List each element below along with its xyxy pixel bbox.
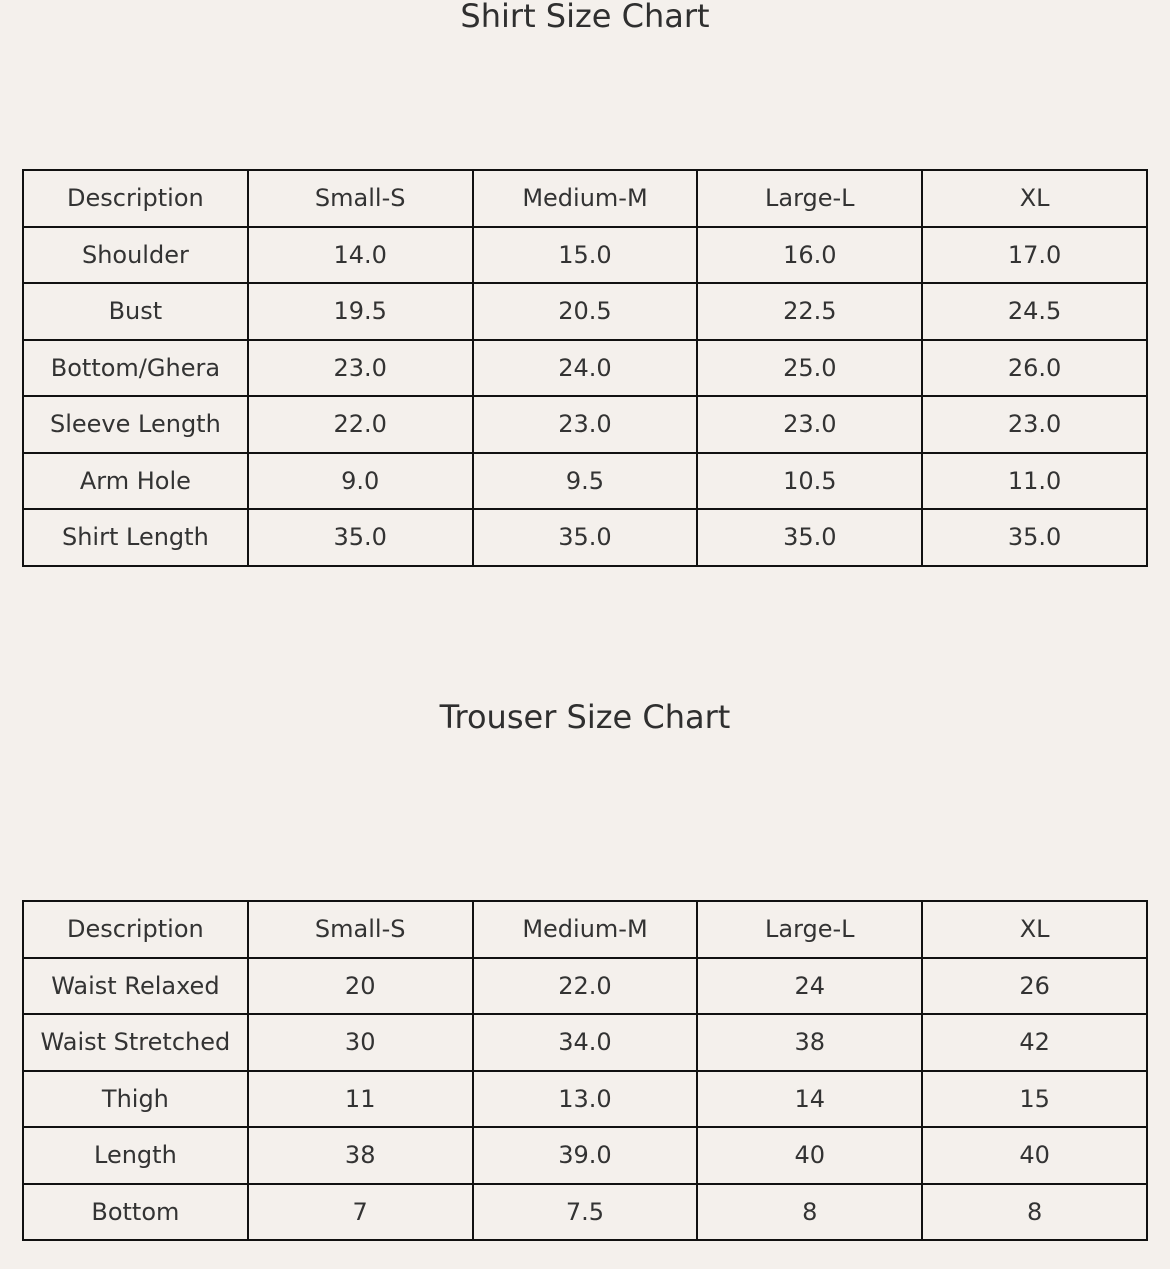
table-cell: 20.5 — [473, 283, 698, 340]
row-label: Thigh — [23, 1071, 248, 1128]
row-label: Shoulder — [23, 227, 248, 284]
shirt-size-table — [22, 169, 1148, 567]
table-cell: 22.0 — [473, 958, 698, 1015]
table-row — [23, 453, 1147, 510]
column-header: Small-S — [248, 170, 473, 227]
column-header: Small-S — [248, 901, 473, 958]
column-header: Medium-M — [473, 901, 698, 958]
table-cell: 30 — [248, 1014, 473, 1071]
column-header: Medium-M — [473, 170, 698, 227]
shirt-chart-title: Shirt Size Chart — [460, 0, 710, 35]
table-cell: 17.0 — [922, 227, 1147, 284]
table-cell: 24.0 — [473, 340, 698, 397]
table-cell: 9.5 — [473, 453, 698, 510]
table-cell: 15.0 — [473, 227, 698, 284]
table-cell: 7.5 — [473, 1184, 698, 1241]
table-cell: 38 — [697, 1014, 922, 1071]
trouser-chart-title: Trouser Size Chart — [439, 698, 731, 736]
table-cell: 15 — [922, 1071, 1147, 1128]
table-row — [23, 958, 1147, 1015]
table-cell: 39.0 — [473, 1127, 698, 1184]
trouser-size-table — [22, 900, 1148, 1241]
row-label: Arm Hole — [23, 453, 248, 510]
table-cell: 8 — [922, 1184, 1147, 1241]
table-cell: 22.5 — [697, 283, 922, 340]
table-cell: 42 — [922, 1014, 1147, 1071]
table-header-row — [23, 170, 1147, 227]
column-header: XL — [922, 901, 1147, 958]
table-cell: 22.0 — [248, 396, 473, 453]
row-label: Sleeve Length — [23, 396, 248, 453]
table-cell: 35.0 — [248, 509, 473, 566]
table-row — [23, 227, 1147, 284]
table-row — [23, 396, 1147, 453]
table-cell: 16.0 — [697, 227, 922, 284]
table-cell: 11 — [248, 1071, 473, 1128]
row-label: Length — [23, 1127, 248, 1184]
table-cell: 34.0 — [473, 1014, 698, 1071]
table-cell: 23.0 — [473, 396, 698, 453]
table-cell: 25.0 — [697, 340, 922, 397]
table-cell: 14.0 — [248, 227, 473, 284]
table-row — [23, 1184, 1147, 1241]
row-label: Waist Relaxed — [23, 958, 248, 1015]
table-cell: 19.5 — [248, 283, 473, 340]
column-header: Description — [23, 901, 248, 958]
table-cell: 24.5 — [922, 283, 1147, 340]
table-cell: 38 — [248, 1127, 473, 1184]
row-label: Bust — [23, 283, 248, 340]
table-row — [23, 283, 1147, 340]
table-row — [23, 1127, 1147, 1184]
table-cell: 26.0 — [922, 340, 1147, 397]
table-cell: 26 — [922, 958, 1147, 1015]
table-cell: 14 — [697, 1071, 922, 1128]
table-cell: 23.0 — [922, 396, 1147, 453]
table-cell: 23.0 — [248, 340, 473, 397]
table-cell: 35.0 — [697, 509, 922, 566]
table-cell: 35.0 — [922, 509, 1147, 566]
row-label: Waist Stretched — [23, 1014, 248, 1071]
table-row — [23, 340, 1147, 397]
table-row — [23, 1071, 1147, 1128]
column-header: Description — [23, 170, 248, 227]
column-header: Large-L — [697, 170, 922, 227]
table-cell: 10.5 — [697, 453, 922, 510]
table-header-row — [23, 901, 1147, 958]
table-row — [23, 1014, 1147, 1071]
table-cell: 9.0 — [248, 453, 473, 510]
table-cell: 8 — [697, 1184, 922, 1241]
table-cell: 23.0 — [697, 396, 922, 453]
table-cell: 40 — [697, 1127, 922, 1184]
table-cell: 11.0 — [922, 453, 1147, 510]
table-cell: 13.0 — [473, 1071, 698, 1128]
column-header: Large-L — [697, 901, 922, 958]
table-cell: 20 — [248, 958, 473, 1015]
row-label: Bottom — [23, 1184, 248, 1241]
column-header: XL — [922, 170, 1147, 227]
row-label: Bottom/Ghera — [23, 340, 248, 397]
row-label: Shirt Length — [23, 509, 248, 566]
table-cell: 24 — [697, 958, 922, 1015]
table-cell: 35.0 — [473, 509, 698, 566]
table-cell: 7 — [248, 1184, 473, 1241]
table-row — [23, 509, 1147, 566]
table-cell: 40 — [922, 1127, 1147, 1184]
